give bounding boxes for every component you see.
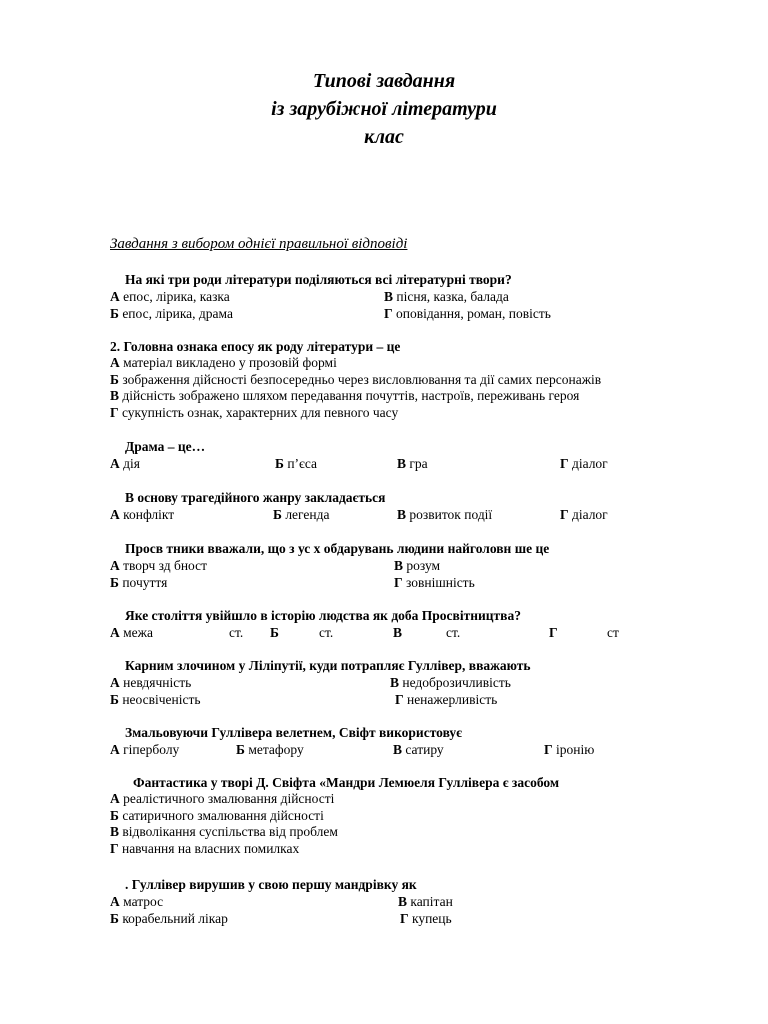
option-b: Б п’єса — [275, 456, 317, 471]
question-text: Змальовуючи Гуллівера велетнем, Свіфт використовує — [125, 725, 462, 740]
option-b: Б почуття — [110, 575, 168, 590]
option-v: В відволікання суспільства від проблем — [110, 824, 338, 839]
option-a: А матрос — [110, 894, 164, 909]
option-a: А дія — [110, 456, 140, 471]
question-8 — [110, 724, 668, 758]
option-v: В сатиру — [393, 742, 444, 757]
question-4 — [110, 489, 668, 523]
options-row — [110, 741, 668, 758]
option-g: Г оповідання, роман, повість — [384, 306, 551, 321]
option-g-suffix: ст — [607, 625, 619, 640]
option-b: Б неосвіченість — [110, 692, 201, 707]
option-g: Г сукупність ознак, характерних для певного часу — [110, 404, 399, 420]
section-title: Завдання з вибором однієї правильної відповіді — [110, 236, 408, 252]
option-b: Б корабельний лікар — [110, 911, 228, 926]
option-v: В — [393, 625, 403, 640]
option-g: Г навчання на власних помилках — [110, 840, 300, 856]
question-text: Фантастика у творі Д. Свіфта «Мандри Лемюеля Гуллівера є засобом — [133, 775, 560, 790]
option-b: Б зображення дійсності безпосередньо через висловлювання та дії самих персонажів — [110, 371, 602, 387]
option-b-suffix: ст. — [319, 625, 334, 640]
question-text: . Гуллівер вирушив у свою першу мандрівку як — [125, 877, 417, 892]
option-a: А епос, лірика, казка — [110, 289, 230, 304]
option-a: А творч зд бност — [110, 558, 208, 573]
options-row — [110, 288, 668, 305]
option-b: Б сатиричного змалювання дійсності — [110, 807, 324, 823]
question-text: 2. Головна ознака епосу як роду літератури – це — [110, 339, 401, 354]
options-row — [110, 624, 668, 641]
title-line-2: із зарубіжної літератури — [271, 98, 497, 120]
option-a: А реалістичного змалювання дійсності — [110, 791, 335, 806]
option-g: Г діалог — [560, 507, 608, 522]
option-v: В пісня, казка, балада — [384, 289, 509, 304]
option-b: Б епос, лірика, драма — [110, 306, 233, 321]
question-text: Просв тники вважали, що з ус х обдарувань людини найголовн ше це — [125, 541, 550, 556]
question-text: Драма – це… — [125, 439, 206, 454]
options-row — [110, 455, 668, 472]
question-9 — [110, 774, 668, 857]
option-b: Б легенда — [273, 507, 330, 522]
title-line-3: клас — [364, 126, 404, 148]
option-g: Г діалог — [560, 456, 608, 471]
question-text: В основу трагедійного жанру закладається — [125, 490, 386, 505]
question-text: На які три роди літератури поділяються всі літературні твори? — [125, 272, 512, 287]
option-b: Б — [270, 625, 279, 640]
option-g: Г — [549, 625, 558, 640]
question-10 — [110, 876, 668, 927]
question-3 — [110, 438, 668, 472]
question-text: Яке століття увійшло в історію людства як доба Просвітництва? — [125, 608, 521, 623]
document-title — [0, 67, 768, 151]
option-v: В дійсність зображено шляхом передавання почуттів, настроїв, переживань героя — [110, 388, 580, 403]
option-v: В гра — [397, 456, 428, 471]
option-v: В розум — [394, 558, 441, 573]
options-row — [110, 893, 668, 910]
option-a: А матеріал викладено у прозовій формі — [110, 355, 337, 370]
question-1 — [110, 271, 668, 322]
option-g: Г купець — [400, 911, 452, 926]
question-7 — [110, 657, 668, 708]
option-v: В капітан — [398, 894, 453, 909]
question-text: Карним злочином у Ліліпутії, куди потрапляє Гуллівер, вважають — [125, 658, 531, 673]
option-g: Г іронію — [544, 742, 595, 757]
option-a: А конфлікт — [110, 507, 175, 522]
option-v-suffix: ст. — [446, 625, 461, 640]
option-b: Б метафору — [236, 742, 304, 757]
options-row — [110, 305, 668, 322]
option-a: А невдячність — [110, 675, 192, 690]
question-2 — [110, 338, 668, 421]
option-a-suffix: ст. — [229, 625, 244, 640]
title-line-1: Типові завдання — [312, 70, 456, 92]
options-row — [110, 691, 668, 708]
option-a: А гіперболу — [110, 742, 180, 757]
options-row — [110, 674, 668, 691]
option-g: Г ненажерливість — [395, 692, 498, 707]
options-row — [110, 557, 668, 574]
question-5 — [110, 540, 668, 591]
question-6 — [110, 607, 668, 641]
options-row — [110, 574, 668, 591]
options-row — [110, 910, 668, 927]
option-a: А межа — [110, 625, 153, 640]
option-v: В недоброзичливість — [390, 675, 511, 690]
options-row — [110, 506, 668, 523]
option-g: Г зовнішність — [394, 575, 475, 590]
option-v: В розвиток події — [397, 507, 493, 522]
